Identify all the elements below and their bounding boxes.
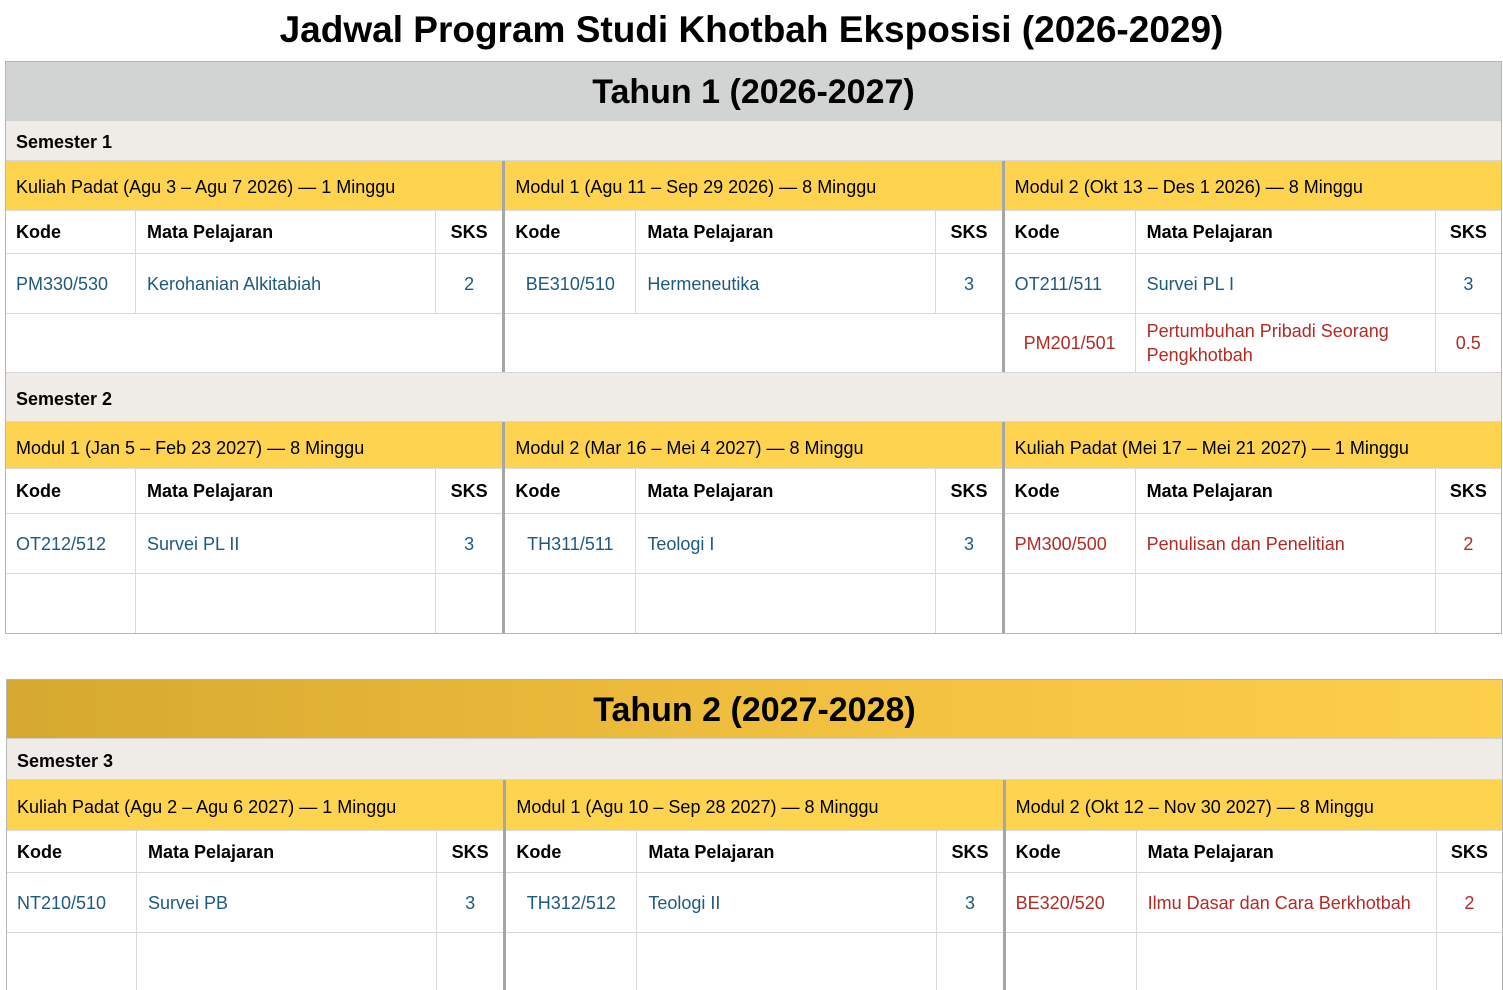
course-name: Teologi II bbox=[637, 873, 937, 932]
course-credits: 2 bbox=[1463, 533, 1474, 554]
header-subject: Mata Pelajaran bbox=[636, 469, 936, 513]
table-row bbox=[1006, 873, 1502, 933]
table-row-empty bbox=[1006, 933, 1502, 990]
table-row-empty bbox=[6, 314, 502, 372]
module-block bbox=[1003, 780, 1502, 990]
header-subject: Mata Pelajaran bbox=[1136, 469, 1436, 513]
header-code: Kode bbox=[1005, 211, 1136, 253]
table-row bbox=[6, 254, 502, 314]
column-header-row bbox=[1005, 469, 1501, 514]
table-row-empty bbox=[505, 314, 1001, 372]
semester-3-title: Semester 3 bbox=[7, 739, 1502, 780]
empty-cell bbox=[506, 933, 637, 990]
course-code: BE310/510 bbox=[505, 254, 636, 313]
column-header-row bbox=[7, 831, 503, 873]
course-credits: 3 bbox=[964, 892, 975, 913]
column-header-row bbox=[1005, 211, 1501, 254]
empty-cell bbox=[937, 933, 1002, 990]
table-row-empty bbox=[505, 574, 1001, 633]
table-row bbox=[505, 514, 1001, 574]
header-subject: Mata Pelajaran bbox=[136, 469, 436, 513]
empty-cell bbox=[436, 574, 502, 633]
header-code: Kode bbox=[6, 469, 136, 513]
table-row bbox=[1005, 254, 1501, 314]
course-credits: 3 bbox=[464, 533, 475, 554]
module-block bbox=[502, 161, 1001, 372]
empty-cell bbox=[1436, 574, 1501, 633]
course-credits: 3 bbox=[963, 533, 974, 554]
table-row-empty bbox=[7, 933, 503, 990]
empty-cell bbox=[1005, 574, 1136, 633]
column-header-row bbox=[1006, 831, 1502, 873]
header-subject: Mata Pelajaran bbox=[137, 831, 437, 872]
course-code: TH312/512 bbox=[506, 873, 637, 932]
course-name: Survei PL II bbox=[136, 514, 436, 573]
header-credits: SKS bbox=[450, 222, 488, 242]
table-row bbox=[6, 514, 502, 574]
header-subject: Mata Pelajaran bbox=[636, 211, 936, 253]
page-title: Jadwal Program Studi Khotbah Eksposisi (2026-2029) bbox=[279, 9, 1224, 50]
course-credits: 2 bbox=[1464, 892, 1475, 913]
year-1-title: Tahun 1 (2026-2027) bbox=[6, 61, 1501, 121]
course-credits: 3 bbox=[465, 892, 476, 913]
module-title: Kuliah Padat (Mei 17 – Mei 21 2027) — 1 Minggu bbox=[1005, 422, 1501, 469]
header-code: Kode bbox=[7, 831, 137, 872]
module-block bbox=[503, 780, 1002, 990]
table-row bbox=[1005, 514, 1501, 574]
column-header-row bbox=[505, 211, 1001, 254]
header-code: Kode bbox=[6, 211, 136, 253]
header-credits: SKS bbox=[951, 841, 989, 862]
header-subject: Mata Pelajaran bbox=[1137, 831, 1437, 872]
course-code: OT211/511 bbox=[1005, 254, 1136, 313]
module-block bbox=[1002, 422, 1501, 633]
module-title: Modul 1 (Agu 10 – Sep 28 2027) — 8 Minggu bbox=[506, 780, 1002, 831]
header-credits: SKS bbox=[451, 841, 489, 862]
year-2-title: Tahun 2 (2027-2028) bbox=[7, 679, 1502, 739]
table-row bbox=[7, 873, 503, 933]
course-code: PM330/530 bbox=[6, 254, 136, 313]
header-credits: SKS bbox=[1449, 481, 1487, 501]
empty-cell bbox=[1136, 574, 1436, 633]
column-header-row bbox=[505, 469, 1001, 514]
empty-cell bbox=[936, 574, 1001, 633]
module-title: Modul 1 (Agu 11 – Sep 29 2026) — 8 Minggu bbox=[505, 161, 1001, 211]
header-code: Kode bbox=[1005, 469, 1136, 513]
table-row bbox=[505, 254, 1001, 314]
header-code: Kode bbox=[506, 831, 637, 872]
header-subject: Mata Pelajaran bbox=[136, 211, 436, 253]
table-row bbox=[506, 873, 1002, 933]
module-title: Kuliah Padat (Agu 3 – Agu 7 2026) — 1 Minggu bbox=[6, 161, 502, 211]
header-code: Kode bbox=[505, 211, 636, 253]
course-code: OT212/512 bbox=[6, 514, 136, 573]
semester-2-modules bbox=[6, 422, 1501, 633]
empty-cell bbox=[437, 933, 503, 990]
header-credits: SKS bbox=[950, 222, 988, 242]
module-title: Kuliah Padat (Agu 2 – Agu 6 2027) — 1 Minggu bbox=[7, 780, 503, 831]
header-credits: SKS bbox=[1449, 222, 1487, 242]
header-subject: Mata Pelajaran bbox=[1136, 211, 1436, 253]
empty-cell bbox=[136, 574, 436, 633]
course-name: Pertumbuhan Pribadi Seorang Pengkhotbah bbox=[1136, 314, 1436, 372]
module-block bbox=[502, 422, 1001, 633]
course-credits: 2 bbox=[464, 273, 475, 294]
empty-cell bbox=[137, 933, 437, 990]
year-2-section bbox=[6, 679, 1503, 990]
course-name: Survei PB bbox=[137, 873, 437, 932]
course-name: Teologi I bbox=[636, 514, 936, 573]
module-title: Modul 2 (Mar 16 – Mei 4 2027) — 8 Minggu bbox=[505, 422, 1001, 469]
course-name: Penulisan dan Penelitian bbox=[1136, 514, 1436, 573]
module-title: Modul 2 (Okt 13 – Des 1 2026) — 8 Minggu bbox=[1005, 161, 1501, 211]
header-subject: Mata Pelajaran bbox=[637, 831, 937, 872]
course-credits: 3 bbox=[963, 273, 974, 294]
course-code: PM201/501 bbox=[1005, 314, 1136, 372]
table-row-empty bbox=[506, 933, 1002, 990]
header-credits: SKS bbox=[1450, 841, 1488, 862]
semester-3-modules bbox=[7, 780, 1502, 990]
empty-cell bbox=[636, 574, 936, 633]
module-block bbox=[1002, 161, 1501, 372]
empty-cell bbox=[1137, 933, 1437, 990]
empty-cell bbox=[7, 933, 137, 990]
course-name: Hermeneutika bbox=[636, 254, 936, 313]
header-credits: SKS bbox=[950, 481, 988, 501]
module-title: Modul 2 (Okt 12 – Nov 30 2027) — 8 Minggu bbox=[1006, 780, 1502, 831]
year-1-section bbox=[5, 61, 1502, 634]
course-code: NT210/510 bbox=[7, 873, 137, 932]
course-name: Ilmu Dasar dan Cara Berkhotbah bbox=[1137, 873, 1437, 932]
module-block bbox=[6, 422, 502, 633]
header-credits: SKS bbox=[450, 481, 488, 501]
semester-1-title: Semester 1 bbox=[6, 121, 1501, 161]
course-name: Survei PL I bbox=[1136, 254, 1436, 313]
table-row-empty bbox=[1005, 574, 1501, 633]
module-block bbox=[7, 780, 503, 990]
module-block bbox=[6, 161, 502, 372]
empty-cell bbox=[505, 574, 636, 633]
empty-cell bbox=[6, 574, 136, 633]
course-credits: 3 bbox=[1463, 273, 1474, 294]
course-name: Kerohanian Alkitabiah bbox=[136, 254, 436, 313]
empty-cell bbox=[637, 933, 937, 990]
module-title: Modul 1 (Jan 5 – Feb 23 2027) — 8 Minggu bbox=[6, 422, 502, 469]
table-row-empty bbox=[6, 574, 502, 633]
column-header-row bbox=[6, 469, 502, 514]
semester-1-modules bbox=[6, 161, 1501, 372]
semester-2-title: Semester 2 bbox=[6, 372, 1501, 422]
column-header-row bbox=[6, 211, 502, 254]
course-code: BE320/520 bbox=[1006, 873, 1137, 932]
course-credits: 0.5 bbox=[1455, 333, 1481, 353]
header-code: Kode bbox=[1006, 831, 1137, 872]
empty-cell bbox=[1437, 933, 1502, 990]
column-header-row bbox=[506, 831, 1002, 873]
table-row bbox=[1005, 314, 1501, 372]
course-code: TH311/511 bbox=[505, 514, 636, 573]
header-code: Kode bbox=[505, 469, 636, 513]
course-code: PM300/500 bbox=[1005, 514, 1136, 573]
empty-cell bbox=[1006, 933, 1137, 990]
